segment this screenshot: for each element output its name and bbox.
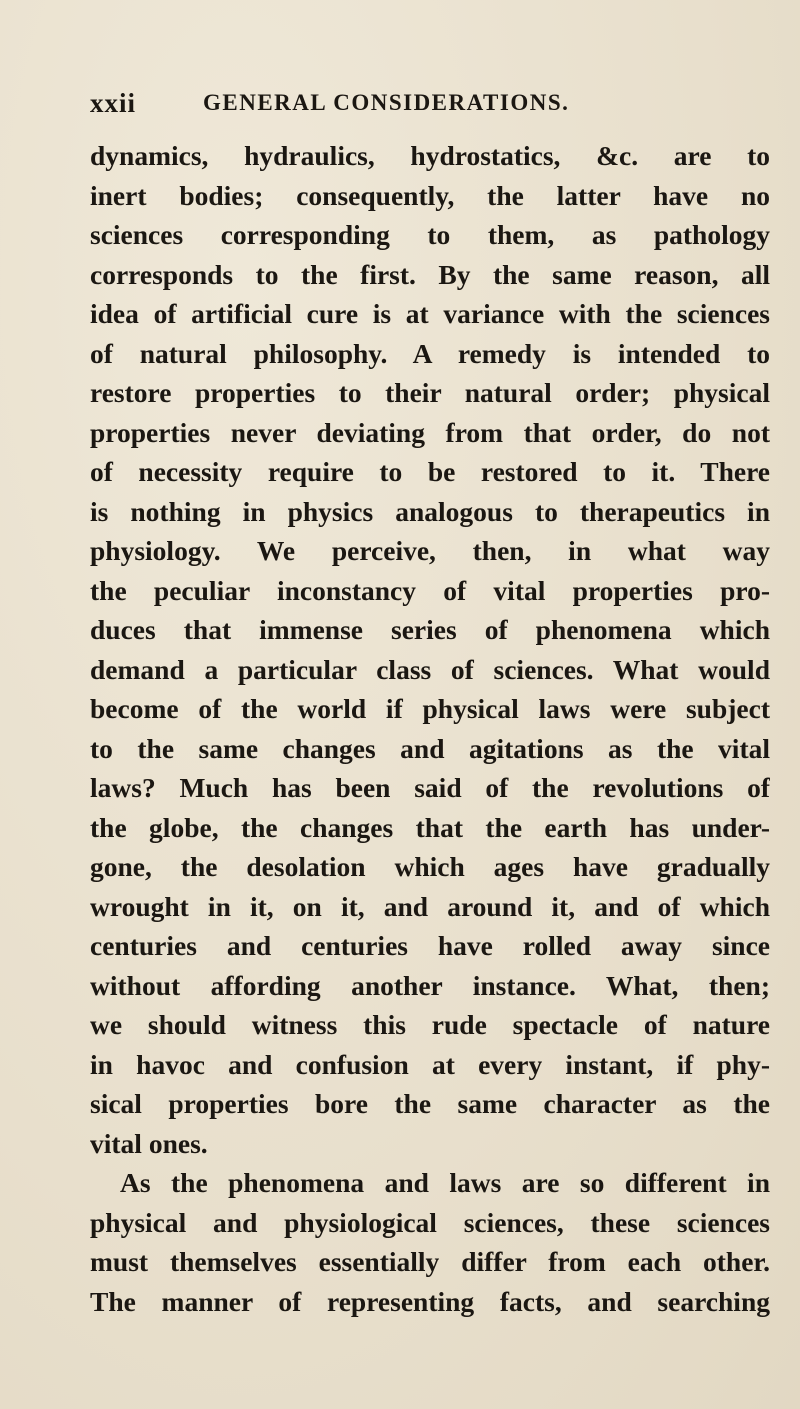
text-line: without affording another instance. What, then; bbox=[90, 969, 770, 1001]
paragraph-1 bbox=[90, 136, 770, 1163]
text-line: idea of artificial cure is at variance with the sciences bbox=[90, 298, 770, 329]
text-line: to the same changes and agitations as the vital bbox=[90, 732, 770, 764]
running-head bbox=[90, 88, 770, 124]
text-line: of necessity require to be restored to it. There bbox=[90, 456, 770, 487]
text-line: is nothing in physics analogous to therapeutics in bbox=[90, 495, 770, 527]
text-line: physiology. We perceive, then, in what way bbox=[90, 535, 770, 566]
text-line: restore properties to their natural order; physical bbox=[90, 377, 770, 408]
running-head-title: GENERAL CONSIDERATIONS. bbox=[203, 90, 570, 115]
text-line: must themselves essentially differ from each other. bbox=[90, 1246, 770, 1277]
text-line: the globe, the changes that the earth has under- bbox=[90, 811, 770, 843]
text-line: The manner of representing facts, and searching bbox=[90, 1285, 770, 1317]
text-line: gone, the desolation which ages have gradually bbox=[90, 851, 770, 882]
text-line: become of the world if physical laws were subject bbox=[90, 693, 770, 724]
body-text bbox=[90, 136, 770, 1321]
text-line: inert bodies; consequently, the latter have no bbox=[90, 179, 770, 211]
page-number: xxii bbox=[90, 88, 137, 118]
text-line: dynamics, hydraulics, hydrostatics, &c. are to bbox=[90, 140, 770, 171]
text-line: the peculiar inconstancy of vital properties pro- bbox=[90, 574, 770, 606]
text-line: of natural philosophy. A remedy is intended to bbox=[90, 337, 770, 369]
text-line: duces that immense series of phenomena which bbox=[90, 614, 770, 645]
text-line: demand a particular class of sciences. What would bbox=[90, 653, 770, 685]
text-line: we should witness this rude spectacle of nature bbox=[90, 1009, 770, 1040]
text-line: sical properties bore the same character as the bbox=[90, 1088, 770, 1119]
text-line: wrought in it, on it, and around it, and of which bbox=[90, 890, 770, 922]
text-line: corresponds to the first. By the same reason, all bbox=[90, 258, 770, 290]
text-line: properties never deviating from that order, do not bbox=[90, 416, 770, 448]
text-line: in havoc and confusion at every instant, if phy- bbox=[90, 1048, 770, 1080]
text-line: As the phenomena and laws are so different in bbox=[120, 1167, 770, 1198]
text-line: vital ones. bbox=[90, 1127, 208, 1159]
paragraph-2 bbox=[90, 1163, 770, 1321]
text-line: sciences corresponding to them, as pathology bbox=[90, 219, 770, 250]
text-line: centuries and centuries have rolled away since bbox=[90, 930, 770, 961]
text-line: laws? Much has been said of the revolutions of bbox=[90, 772, 770, 803]
text-line: physical and physiological sciences, these sciences bbox=[90, 1206, 770, 1238]
